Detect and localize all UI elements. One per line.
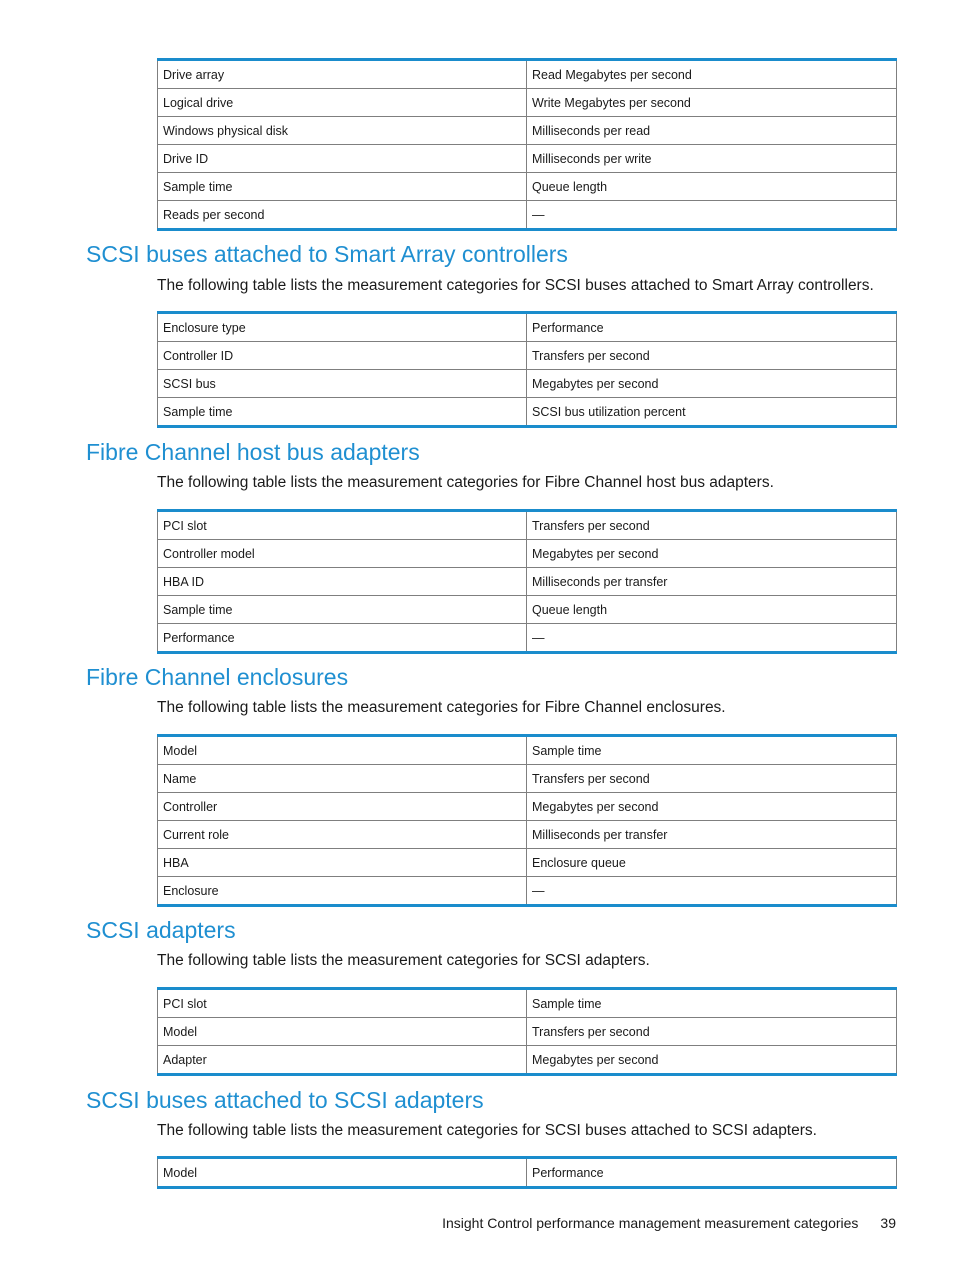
table-cell: Windows physical disk [158,117,527,145]
table-cell: Drive ID [158,145,527,173]
table-row [158,370,897,398]
section-intro: The following table lists the measurement categories for SCSI buses attached to SCSI adapters. [157,1122,817,1139]
table-row [158,60,897,89]
table-cell: Controller [158,793,527,821]
table-cell: Transfers per second [527,1018,897,1046]
table-cell: Milliseconds per write [527,145,897,173]
scsi-adapters-table [157,987,897,1076]
section-intro: The following table lists the measurement categories for Fibre Channel enclosures. [157,699,726,716]
table-row [158,145,897,173]
table-cell: Drive array [158,60,527,89]
table-cell: Queue length [527,596,897,624]
table-cell: Model [158,1018,527,1046]
table-cell: PCI slot [158,989,527,1018]
table-cell: Milliseconds per read [527,117,897,145]
table-cell: Logical drive [158,89,527,117]
table-row [158,793,897,821]
table-cell: Model [158,736,527,765]
smart-array-scsi-bus-table [157,311,897,428]
section-heading: Fibre Channel host bus adapters [86,439,420,465]
table-row [158,821,897,849]
section-heading: SCSI buses attached to SCSI adapters [86,1087,484,1113]
table-row [158,1046,897,1075]
table-row [158,1018,897,1046]
table-cell: HBA [158,849,527,877]
page-number: 39 [880,1215,896,1231]
table-row [158,736,897,765]
table-cell: Sample time [158,398,527,427]
table-cell: Adapter [158,1046,527,1075]
table-row [158,989,897,1018]
table-row [158,1158,897,1188]
table-row [158,596,897,624]
table-row [158,765,897,793]
table-cell: Enclosure type [158,313,527,342]
table-row [158,877,897,906]
table-cell: SCSI bus [158,370,527,398]
fc-enclosures-table [157,734,897,907]
drive-metrics-table [157,58,897,231]
table-cell: Reads per second [158,201,527,230]
table-cell: Model [158,1158,527,1188]
table-row [158,117,897,145]
table-cell: Megabytes per second [527,1046,897,1075]
table-cell: Controller ID [158,342,527,370]
table-cell: Megabytes per second [527,793,897,821]
table-cell: Enclosure [158,877,527,906]
section-intro: The following table lists the measurement categories for Fibre Channel host bus adapters. [157,474,774,491]
table-cell: — [527,201,897,230]
table-row [158,511,897,540]
table-cell: Sample time [158,596,527,624]
section-intro: The following table lists the measurement categories for SCSI buses attached to Smart Array controllers. [157,277,874,294]
table-cell: Milliseconds per transfer [527,568,897,596]
table-row [158,398,897,427]
table-cell: Write Megabytes per second [527,89,897,117]
table-row [158,624,897,653]
table-cell: Performance [527,313,897,342]
scsi-adapter-buses-table [157,1156,897,1189]
table-cell: Performance [158,624,527,653]
table-cell: Read Megabytes per second [527,60,897,89]
table-cell: Controller model [158,540,527,568]
page-footer [0,1215,896,1231]
table-cell: PCI slot [158,511,527,540]
table-cell: Current role [158,821,527,849]
table-cell: Enclosure queue [527,849,897,877]
table-row [158,313,897,342]
footer-title: Insight Control performance management measurement categories [442,1215,859,1231]
table-cell: Megabytes per second [527,370,897,398]
table-cell: Queue length [527,173,897,201]
table-cell: Megabytes per second [527,540,897,568]
table-cell: — [527,877,897,906]
table-cell: HBA ID [158,568,527,596]
table-row [158,342,897,370]
table-cell: — [527,624,897,653]
table-cell: Transfers per second [527,765,897,793]
table-cell: Transfers per second [527,342,897,370]
table-cell: Name [158,765,527,793]
section-heading: Fibre Channel enclosures [86,664,349,690]
table-cell: Milliseconds per transfer [527,821,897,849]
table-row [158,568,897,596]
table-cell: Sample time [158,173,527,201]
fc-hba-table [157,509,897,654]
section-heading: SCSI buses attached to Smart Array controllers [86,241,568,267]
table-cell: Sample time [527,736,897,765]
section-intro: The following table lists the measurement categories for SCSI adapters. [157,952,650,969]
table-row [158,173,897,201]
table-cell: Performance [527,1158,897,1188]
table-row [158,201,897,230]
table-cell: Sample time [527,989,897,1018]
table-row [158,89,897,117]
table-cell: Transfers per second [527,511,897,540]
table-row [158,849,897,877]
table-row [158,540,897,568]
table-cell: SCSI bus utilization percent [527,398,897,427]
section-heading: SCSI adapters [86,917,236,943]
